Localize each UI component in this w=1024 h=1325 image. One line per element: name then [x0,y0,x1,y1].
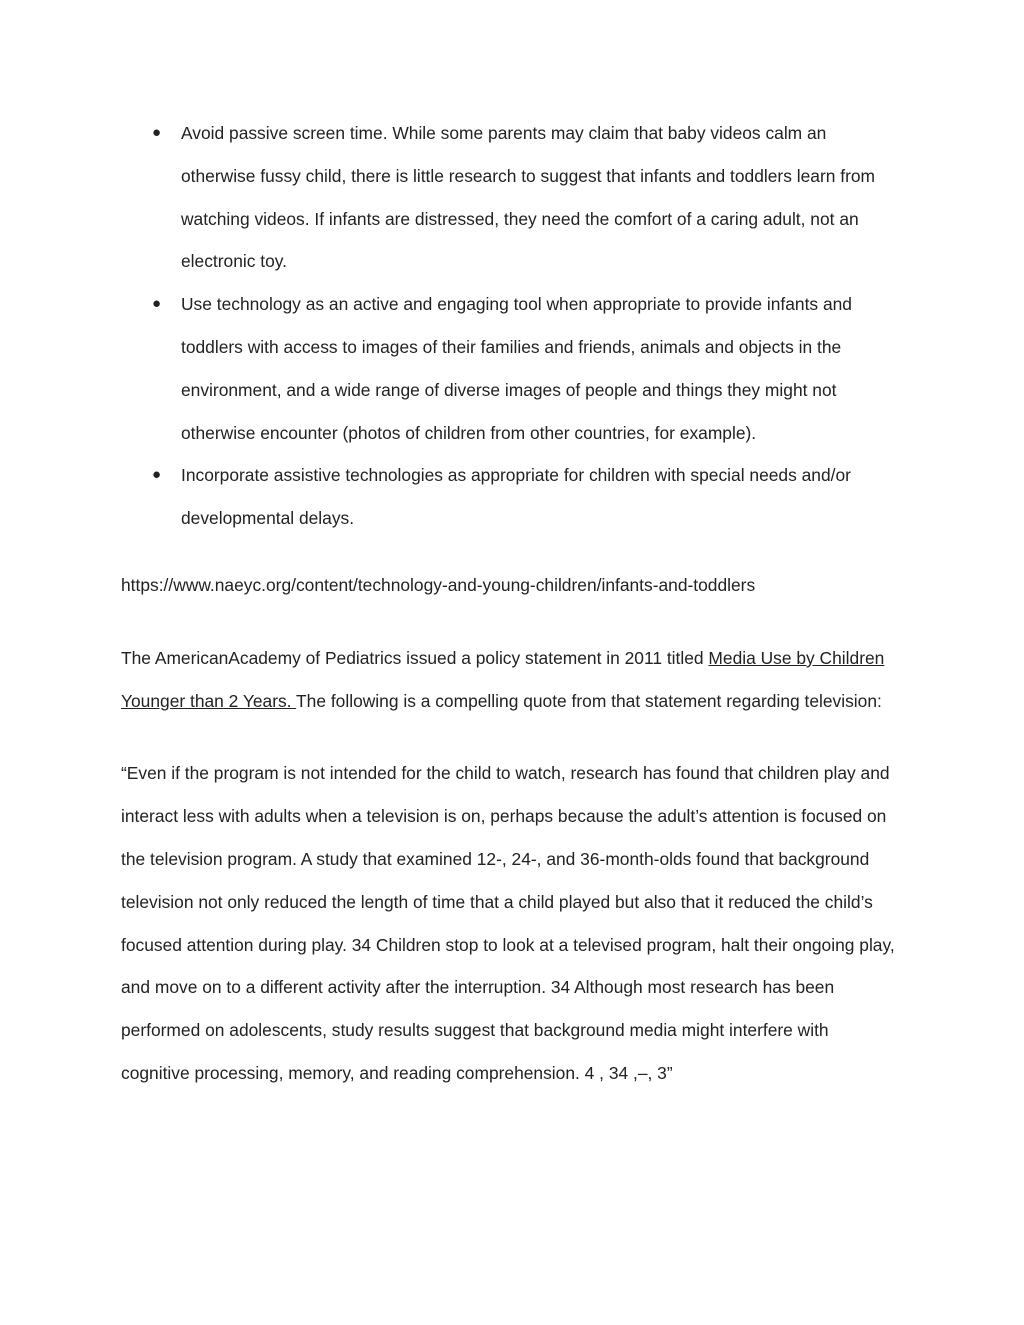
quote-paragraph: “Even if the program is not intended for the child to watch, research has found that children play and interact less with adults when a television is on, perhaps because the adult’s attention is focused on the television program. A study that examined 12-, 24-, and 36-month-olds found that background television not only reduced the length of time that a child played but also that it reduced the child’s focused attention during play. 34 Children stop to look at a televised program, halt their ongoing play, and move on to a different activity after the interruption. 34 Although most research has been performed on adolescents, study results suggest that background media might interfere with cognitive processing, memory, and reading comprehension. 4 , 34 ,–, 3” [121,763,895,1083]
bullet-list [121,112,901,540]
document-page [121,112,901,1095]
policy-statement-link[interactable]: Media Use by Children Younger than 2 Years. [121,647,885,711]
bullet-item-assistive-technologies [121,454,901,540]
bullet-item-passive-screen-time [121,112,901,283]
aap-paragraph [121,637,901,723]
bullet-text: Avoid passive screen time. While some parents may claim that baby videos calm an otherwise fussy child, there is little research to suggest that infants and toddlers learn from watching videos. If infants are distressed, they need the comfort of a caring adult, not an electronic toy. [181,123,876,272]
bullet-item-active-technology [121,283,901,454]
source-url: https://www.naeyc.org/content/technology-and-young-children/infants-and-toddlers [121,574,756,595]
bullet-dot-icon: ● [152,124,162,141]
bullet-text: Use technology as an active and engaging tool when appropriate to provide infants and toddlers with access to images of their families and friends, animals and objects in the environment, and a wide range of diverse images of people and things they might not otherwise encounter (photos of children from other countries, for example). [181,294,852,443]
bullet-dot-icon: ● [152,295,162,313]
aap-paragraph-before: The AmericanAcademy of Pediatrics issued a policy statement in 2011 titled [121,647,709,668]
bullet-dot-icon: ● [152,466,162,484]
bullet-text: Incorporate assistive technologies as appropriate for children with special needs and/or developmental delays. [181,465,851,529]
aap-paragraph-after: The following is a compelling quote from that statement regarding television: [296,690,882,711]
